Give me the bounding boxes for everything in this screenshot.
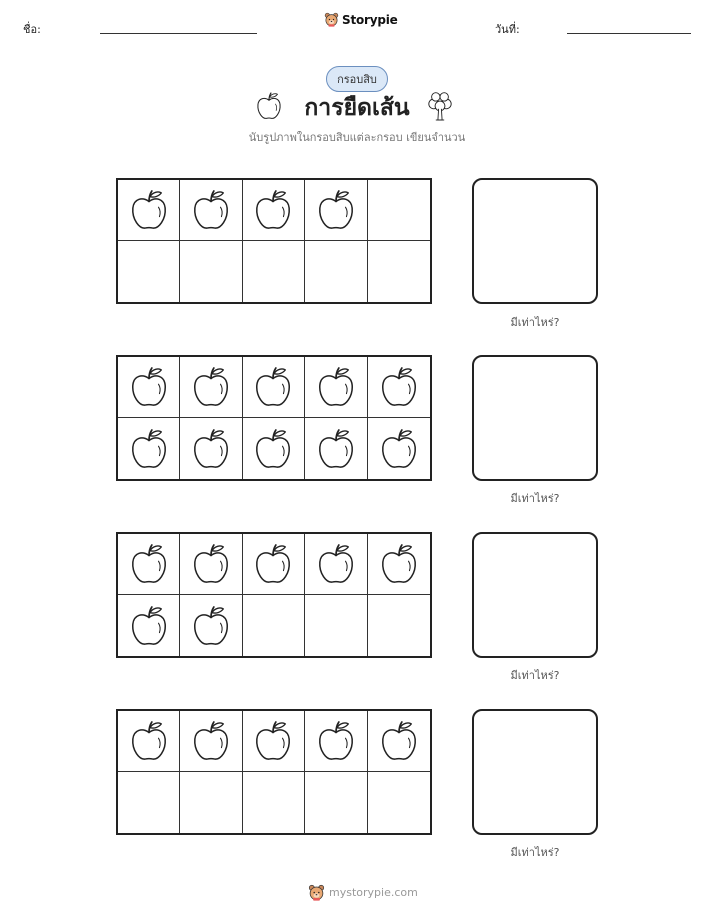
frame-cell [180, 241, 242, 302]
apple-icon [317, 189, 355, 231]
apple-icon [380, 720, 418, 762]
instruction-text: นับรูปภาพในกรอบสิบแต่ละกรอบ เขียนจำนวน [248, 131, 466, 144]
apple-icon [254, 189, 292, 231]
answer-box[interactable] [472, 532, 598, 658]
frame-cell [243, 241, 305, 302]
apple-icon [317, 428, 355, 470]
ten-frame [116, 709, 432, 835]
date-line[interactable] [567, 33, 691, 34]
apple-icon [192, 366, 230, 408]
frame-cell [243, 711, 305, 772]
frame-cell [305, 418, 367, 479]
frame-cell [368, 595, 430, 656]
frame-cell [368, 241, 430, 302]
frame-cell [305, 711, 367, 772]
frame-cell [118, 357, 180, 418]
answer-box[interactable] [472, 355, 598, 481]
frame-cell [368, 180, 430, 241]
frame-cell [243, 418, 305, 479]
frame-cell [118, 180, 180, 241]
ten-frame [116, 355, 432, 481]
bear-icon [324, 12, 339, 27]
tree-icon [426, 90, 454, 122]
frame-cell [180, 357, 242, 418]
frame-cell [118, 711, 180, 772]
frame-cell [180, 772, 242, 833]
frame-cell [368, 534, 430, 595]
frame-cell [305, 180, 367, 241]
worksheet-title: การยืดเส้น [304, 95, 410, 121]
answer-box[interactable] [472, 709, 598, 835]
ten-frame [116, 532, 432, 658]
frame-cell [305, 241, 367, 302]
apple-icon [317, 366, 355, 408]
apple-icon [130, 543, 168, 585]
storypie-logo [324, 12, 398, 27]
apple-icon [192, 720, 230, 762]
apple-icon [317, 543, 355, 585]
apple-icon [130, 428, 168, 470]
frame-cell [180, 180, 242, 241]
frame-cell [305, 357, 367, 418]
answer-box[interactable] [472, 178, 598, 304]
ten-frame [116, 178, 432, 304]
frame-cell [180, 418, 242, 479]
apple-icon [380, 428, 418, 470]
frame-cell [118, 772, 180, 833]
apple-icon [192, 543, 230, 585]
frame-cell [243, 357, 305, 418]
apple-icon [254, 720, 292, 762]
name-label: ชื่อ: [23, 23, 41, 36]
apple-icon [192, 189, 230, 231]
apple-icon [130, 189, 168, 231]
bear-icon [308, 884, 325, 901]
frame-cell [243, 595, 305, 656]
apple-icon [317, 720, 355, 762]
frame-cell [368, 772, 430, 833]
apple-icon [192, 428, 230, 470]
frame-cell [305, 595, 367, 656]
name-line[interactable] [100, 33, 257, 34]
footer-url[interactable]: mystorypie.com [329, 886, 418, 899]
question-label: มีเท่าไหร่? [510, 492, 560, 505]
apple-icon [380, 543, 418, 585]
apple-icon [254, 366, 292, 408]
topic-badge: กรอบสิบ [326, 66, 388, 92]
frame-cell [243, 534, 305, 595]
frame-cell [305, 772, 367, 833]
apple-icon [254, 428, 292, 470]
frame-cell [180, 534, 242, 595]
frame-cell [180, 595, 242, 656]
frame-cell [118, 534, 180, 595]
footer [308, 884, 418, 901]
logo-text: Storypie [342, 12, 398, 27]
frame-cell [243, 772, 305, 833]
apple-icon [192, 605, 230, 647]
apple-icon [130, 720, 168, 762]
frame-cell [368, 357, 430, 418]
apple-icon [130, 605, 168, 647]
question-label: มีเท่าไหร่? [510, 316, 560, 329]
frame-cell [368, 418, 430, 479]
frame-cell [118, 418, 180, 479]
apple-icon [254, 543, 292, 585]
apple-icon [130, 366, 168, 408]
frame-cell [118, 595, 180, 656]
frame-cell [243, 180, 305, 241]
frame-cell [180, 711, 242, 772]
frame-cell [305, 534, 367, 595]
date-label: วันที่: [495, 23, 520, 36]
apple-icon [380, 366, 418, 408]
question-label: มีเท่าไหร่? [510, 846, 560, 859]
question-label: มีเท่าไหร่? [510, 669, 560, 682]
frame-cell [118, 241, 180, 302]
frame-cell [368, 711, 430, 772]
